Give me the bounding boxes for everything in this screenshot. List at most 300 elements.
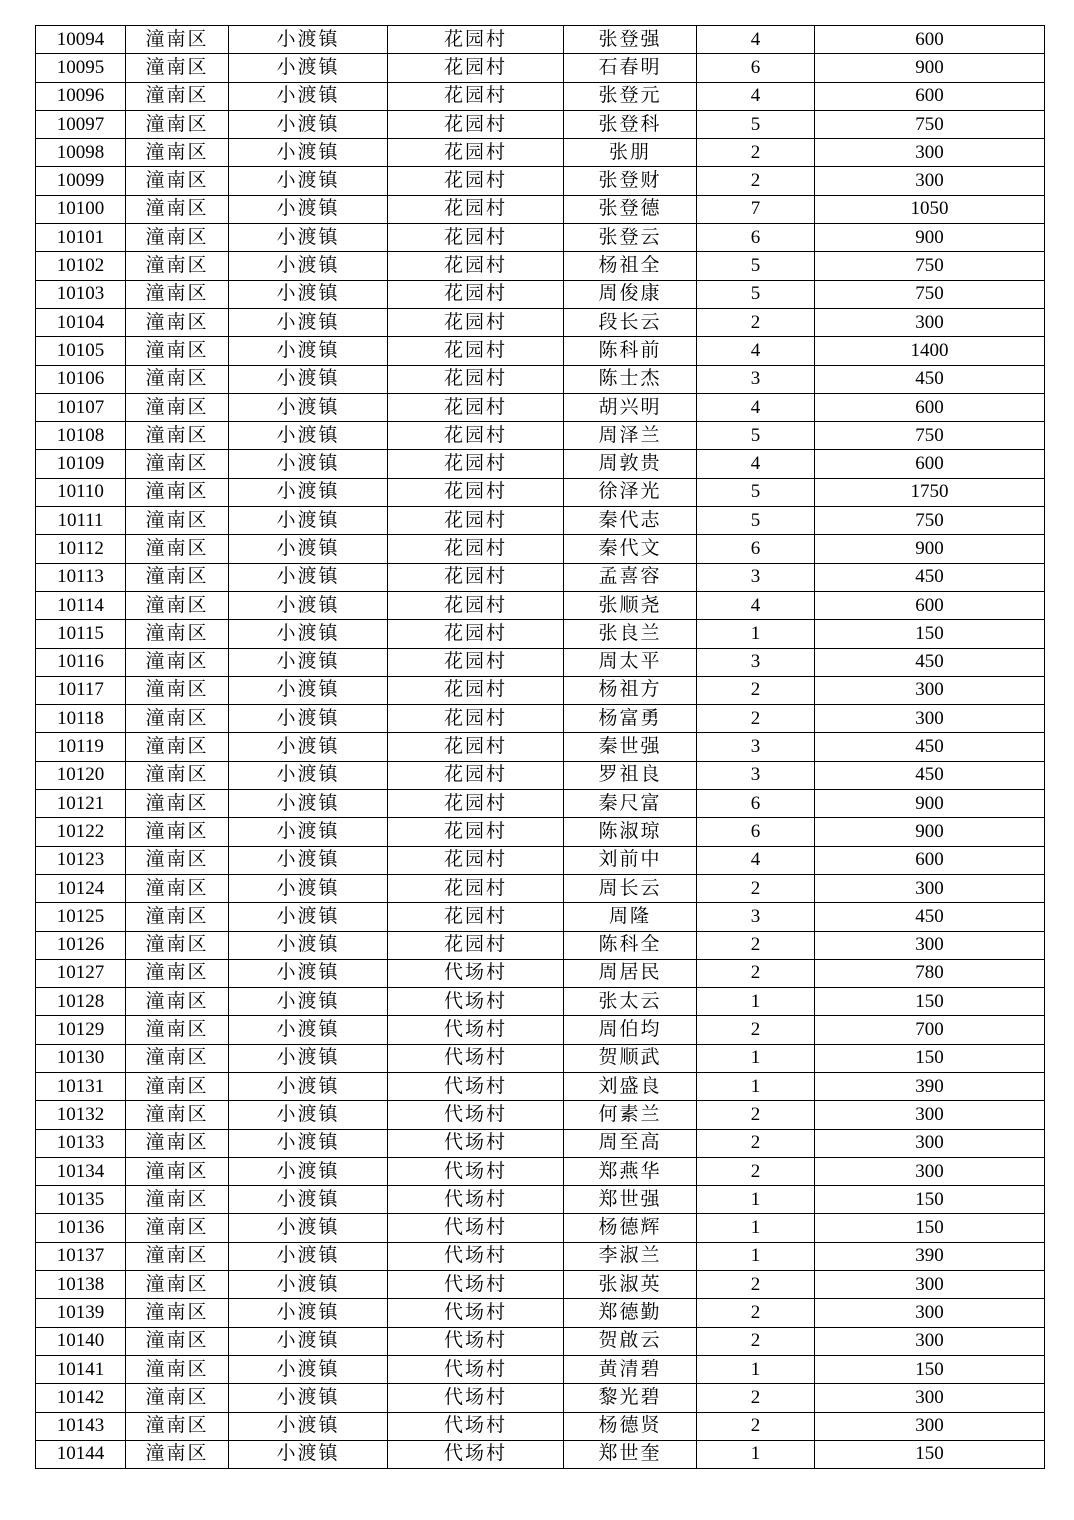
cell-district: 潼南区	[126, 337, 229, 365]
cell-village: 花园村	[388, 224, 564, 252]
cell-town: 小渡镇	[229, 1384, 388, 1412]
cell-id: 10102	[36, 252, 126, 280]
cell-district: 潼南区	[126, 591, 229, 619]
cell-village: 花园村	[388, 591, 564, 619]
cell-count: 2	[697, 705, 815, 733]
cell-town: 小渡镇	[229, 1157, 388, 1185]
cell-town: 小渡镇	[229, 26, 388, 54]
cell-amount: 900	[815, 535, 1045, 563]
table-row	[36, 1412, 1045, 1440]
table-row	[36, 1271, 1045, 1299]
cell-amount: 450	[815, 733, 1045, 761]
cell-count: 1	[697, 1355, 815, 1383]
cell-count: 1	[697, 620, 815, 648]
cell-amount: 1050	[815, 195, 1045, 223]
cell-id: 10133	[36, 1129, 126, 1157]
cell-village: 代场村	[388, 1299, 564, 1327]
cell-village: 花园村	[388, 790, 564, 818]
cell-amount: 300	[815, 1299, 1045, 1327]
cell-count: 6	[697, 224, 815, 252]
cell-amount: 150	[815, 1355, 1045, 1383]
cell-amount: 300	[815, 139, 1045, 167]
cell-village: 花园村	[388, 761, 564, 789]
cell-district: 潼南区	[126, 1412, 229, 1440]
cell-village: 代场村	[388, 1327, 564, 1355]
cell-village: 花园村	[388, 54, 564, 82]
cell-count: 4	[697, 450, 815, 478]
cell-id: 10129	[36, 1016, 126, 1044]
cell-name: 段长云	[564, 308, 697, 336]
cell-district: 潼南区	[126, 1072, 229, 1100]
cell-amount: 600	[815, 846, 1045, 874]
cell-village: 花园村	[388, 733, 564, 761]
cell-district: 潼南区	[126, 846, 229, 874]
cell-count: 3	[697, 761, 815, 789]
cell-name: 刘盛良	[564, 1072, 697, 1100]
cell-amount: 390	[815, 1242, 1045, 1270]
cell-id: 10140	[36, 1327, 126, 1355]
cell-town: 小渡镇	[229, 874, 388, 902]
cell-count: 2	[697, 959, 815, 987]
cell-district: 潼南区	[126, 903, 229, 931]
cell-id: 10130	[36, 1044, 126, 1072]
cell-name: 贺顺武	[564, 1044, 697, 1072]
cell-town: 小渡镇	[229, 1044, 388, 1072]
table-row	[36, 450, 1045, 478]
cell-amount: 600	[815, 591, 1045, 619]
cell-village: 花园村	[388, 139, 564, 167]
cell-amount: 300	[815, 1327, 1045, 1355]
cell-village: 花园村	[388, 82, 564, 110]
cell-town: 小渡镇	[229, 676, 388, 704]
cell-town: 小渡镇	[229, 761, 388, 789]
cell-name: 陈科前	[564, 337, 697, 365]
cell-name: 张登强	[564, 26, 697, 54]
cell-count: 5	[697, 422, 815, 450]
cell-id: 10107	[36, 393, 126, 421]
table-row	[36, 988, 1045, 1016]
cell-district: 潼南区	[126, 1214, 229, 1242]
cell-town: 小渡镇	[229, 1299, 388, 1327]
cell-district: 潼南区	[126, 931, 229, 959]
cell-district: 潼南区	[126, 959, 229, 987]
cell-district: 潼南区	[126, 393, 229, 421]
cell-name: 陈淑琼	[564, 818, 697, 846]
cell-name: 张登元	[564, 82, 697, 110]
cell-district: 潼南区	[126, 733, 229, 761]
table-row	[36, 393, 1045, 421]
cell-village: 代场村	[388, 1440, 564, 1468]
cell-district: 潼南区	[126, 478, 229, 506]
cell-village: 花园村	[388, 422, 564, 450]
cell-id: 10122	[36, 818, 126, 846]
cell-town: 小渡镇	[229, 195, 388, 223]
cell-district: 潼南区	[126, 1129, 229, 1157]
cell-count: 2	[697, 874, 815, 902]
cell-name: 罗祖良	[564, 761, 697, 789]
cell-amount: 750	[815, 422, 1045, 450]
cell-count: 4	[697, 393, 815, 421]
cell-count: 2	[697, 1412, 815, 1440]
cell-village: 花园村	[388, 620, 564, 648]
cell-name: 杨德贤	[564, 1412, 697, 1440]
cell-id: 10116	[36, 648, 126, 676]
cell-village: 代场村	[388, 1214, 564, 1242]
cell-district: 潼南区	[126, 54, 229, 82]
cell-id: 10094	[36, 26, 126, 54]
table-row	[36, 167, 1045, 195]
cell-count: 4	[697, 591, 815, 619]
cell-town: 小渡镇	[229, 1101, 388, 1129]
cell-village: 代场村	[388, 1072, 564, 1100]
table-row	[36, 563, 1045, 591]
cell-id: 10127	[36, 959, 126, 987]
cell-id: 10103	[36, 280, 126, 308]
cell-village: 代场村	[388, 1412, 564, 1440]
cell-town: 小渡镇	[229, 393, 388, 421]
cell-district: 潼南区	[126, 761, 229, 789]
table-row	[36, 818, 1045, 846]
table-row	[36, 1355, 1045, 1383]
cell-district: 潼南区	[126, 1016, 229, 1044]
cell-count: 3	[697, 903, 815, 931]
cell-name: 杨祖全	[564, 252, 697, 280]
cell-town: 小渡镇	[229, 1355, 388, 1383]
cell-count: 4	[697, 82, 815, 110]
cell-count: 2	[697, 931, 815, 959]
cell-count: 2	[697, 1129, 815, 1157]
cell-name: 黎光碧	[564, 1384, 697, 1412]
cell-village: 代场村	[388, 1186, 564, 1214]
cell-name: 张登德	[564, 195, 697, 223]
cell-district: 潼南区	[126, 252, 229, 280]
cell-district: 潼南区	[126, 535, 229, 563]
cell-count: 6	[697, 790, 815, 818]
cell-village: 代场村	[388, 959, 564, 987]
table-row	[36, 252, 1045, 280]
cell-count: 1	[697, 1242, 815, 1270]
cell-village: 代场村	[388, 1271, 564, 1299]
cell-village: 花园村	[388, 280, 564, 308]
cell-town: 小渡镇	[229, 337, 388, 365]
cell-amount: 700	[815, 1016, 1045, 1044]
cell-village: 花园村	[388, 195, 564, 223]
cell-district: 潼南区	[126, 110, 229, 138]
cell-name: 张登财	[564, 167, 697, 195]
cell-town: 小渡镇	[229, 988, 388, 1016]
cell-village: 花园村	[388, 26, 564, 54]
cell-id: 10141	[36, 1355, 126, 1383]
cell-name: 周至高	[564, 1129, 697, 1157]
cell-town: 小渡镇	[229, 365, 388, 393]
cell-village: 花园村	[388, 478, 564, 506]
cell-amount: 300	[815, 1412, 1045, 1440]
table-row	[36, 280, 1045, 308]
cell-village: 代场村	[388, 1129, 564, 1157]
cell-district: 潼南区	[126, 365, 229, 393]
cell-amount: 300	[815, 308, 1045, 336]
cell-town: 小渡镇	[229, 1129, 388, 1157]
cell-name: 郑德勤	[564, 1299, 697, 1327]
cell-district: 潼南区	[126, 1271, 229, 1299]
table-row	[36, 422, 1045, 450]
cell-town: 小渡镇	[229, 422, 388, 450]
cell-count: 1	[697, 1186, 815, 1214]
cell-id: 10136	[36, 1214, 126, 1242]
cell-village: 花园村	[388, 110, 564, 138]
cell-name: 秦尺富	[564, 790, 697, 818]
cell-district: 潼南区	[126, 1327, 229, 1355]
cell-village: 代场村	[388, 1242, 564, 1270]
cell-amount: 900	[815, 224, 1045, 252]
cell-name: 秦代文	[564, 535, 697, 563]
cell-count: 1	[697, 1072, 815, 1100]
cell-district: 潼南区	[126, 26, 229, 54]
cell-id: 10131	[36, 1072, 126, 1100]
cell-count: 1	[697, 1044, 815, 1072]
cell-district: 潼南区	[126, 1299, 229, 1327]
cell-amount: 300	[815, 1101, 1045, 1129]
cell-amount: 150	[815, 1440, 1045, 1468]
cell-district: 潼南区	[126, 648, 229, 676]
cell-id: 10108	[36, 422, 126, 450]
cell-district: 潼南区	[126, 1101, 229, 1129]
cell-name: 郑燕华	[564, 1157, 697, 1185]
cell-village: 花园村	[388, 393, 564, 421]
cell-count: 5	[697, 110, 815, 138]
cell-amount: 150	[815, 1214, 1045, 1242]
cell-count: 3	[697, 563, 815, 591]
cell-district: 潼南区	[126, 1186, 229, 1214]
cell-id: 10128	[36, 988, 126, 1016]
cell-village: 代场村	[388, 1044, 564, 1072]
table-row	[36, 139, 1045, 167]
cell-town: 小渡镇	[229, 535, 388, 563]
cell-count: 2	[697, 1016, 815, 1044]
cell-village: 代场村	[388, 988, 564, 1016]
cell-village: 花园村	[388, 563, 564, 591]
cell-amount: 750	[815, 507, 1045, 535]
cell-id: 10095	[36, 54, 126, 82]
cell-amount: 300	[815, 1271, 1045, 1299]
cell-town: 小渡镇	[229, 620, 388, 648]
cell-id: 10123	[36, 846, 126, 874]
cell-count: 4	[697, 26, 815, 54]
table-row	[36, 1101, 1045, 1129]
cell-district: 潼南区	[126, 308, 229, 336]
cell-amount: 750	[815, 280, 1045, 308]
cell-district: 潼南区	[126, 818, 229, 846]
cell-name: 周长云	[564, 874, 697, 902]
cell-count: 5	[697, 507, 815, 535]
cell-name: 张顺尧	[564, 591, 697, 619]
cell-town: 小渡镇	[229, 591, 388, 619]
cell-village: 花园村	[388, 874, 564, 902]
cell-id: 10139	[36, 1299, 126, 1327]
cell-id: 10101	[36, 224, 126, 252]
cell-district: 潼南区	[126, 563, 229, 591]
cell-town: 小渡镇	[229, 1242, 388, 1270]
table-row	[36, 1044, 1045, 1072]
cell-name: 张太云	[564, 988, 697, 1016]
cell-town: 小渡镇	[229, 507, 388, 535]
cell-name: 徐泽光	[564, 478, 697, 506]
cell-town: 小渡镇	[229, 1186, 388, 1214]
cell-count: 1	[697, 988, 815, 1016]
cell-amount: 300	[815, 874, 1045, 902]
cell-town: 小渡镇	[229, 1440, 388, 1468]
cell-count: 2	[697, 1101, 815, 1129]
table-row	[36, 705, 1045, 733]
cell-id: 10105	[36, 337, 126, 365]
cell-count: 7	[697, 195, 815, 223]
cell-id: 10138	[36, 1271, 126, 1299]
table-row	[36, 620, 1045, 648]
cell-id: 10099	[36, 167, 126, 195]
cell-id: 10104	[36, 308, 126, 336]
cell-name: 周伯均	[564, 1016, 697, 1044]
cell-district: 潼南区	[126, 450, 229, 478]
table-row	[36, 1242, 1045, 1270]
cell-district: 潼南区	[126, 1157, 229, 1185]
table-row	[36, 308, 1045, 336]
cell-amount: 300	[815, 676, 1045, 704]
table-row	[36, 648, 1045, 676]
cell-district: 潼南区	[126, 224, 229, 252]
cell-amount: 300	[815, 1157, 1045, 1185]
cell-id: 10137	[36, 1242, 126, 1270]
cell-amount: 600	[815, 450, 1045, 478]
cell-amount: 750	[815, 252, 1045, 280]
cell-amount: 450	[815, 563, 1045, 591]
cell-town: 小渡镇	[229, 308, 388, 336]
cell-id: 10124	[36, 874, 126, 902]
cell-amount: 150	[815, 1044, 1045, 1072]
cell-id: 10143	[36, 1412, 126, 1440]
table-row	[36, 903, 1045, 931]
table-row	[36, 365, 1045, 393]
cell-village: 花园村	[388, 337, 564, 365]
cell-id: 10118	[36, 705, 126, 733]
cell-name: 陈士杰	[564, 365, 697, 393]
cell-id: 10096	[36, 82, 126, 110]
cell-district: 潼南区	[126, 195, 229, 223]
cell-id: 10115	[36, 620, 126, 648]
cell-name: 郑世奎	[564, 1440, 697, 1468]
cell-id: 10134	[36, 1157, 126, 1185]
cell-count: 3	[697, 733, 815, 761]
table-row	[36, 110, 1045, 138]
cell-id: 10100	[36, 195, 126, 223]
cell-amount: 900	[815, 54, 1045, 82]
cell-amount: 1750	[815, 478, 1045, 506]
cell-village: 花园村	[388, 818, 564, 846]
cell-village: 代场村	[388, 1101, 564, 1129]
cell-town: 小渡镇	[229, 648, 388, 676]
cell-amount: 150	[815, 1186, 1045, 1214]
cell-village: 花园村	[388, 450, 564, 478]
cell-district: 潼南区	[126, 1384, 229, 1412]
cell-district: 潼南区	[126, 676, 229, 704]
cell-name: 秦代志	[564, 507, 697, 535]
cell-town: 小渡镇	[229, 54, 388, 82]
cell-town: 小渡镇	[229, 563, 388, 591]
cell-id: 10111	[36, 507, 126, 535]
cell-village: 花园村	[388, 903, 564, 931]
cell-count: 2	[697, 167, 815, 195]
cell-amount: 390	[815, 1072, 1045, 1100]
cell-amount: 300	[815, 1129, 1045, 1157]
cell-name: 黄清碧	[564, 1355, 697, 1383]
cell-village: 花园村	[388, 252, 564, 280]
cell-amount: 450	[815, 903, 1045, 931]
cell-town: 小渡镇	[229, 1214, 388, 1242]
cell-district: 潼南区	[126, 620, 229, 648]
cell-town: 小渡镇	[229, 1327, 388, 1355]
cell-name: 郑世强	[564, 1186, 697, 1214]
cell-id: 10135	[36, 1186, 126, 1214]
cell-amount: 150	[815, 620, 1045, 648]
cell-count: 4	[697, 846, 815, 874]
cell-id: 10106	[36, 365, 126, 393]
cell-count: 2	[697, 139, 815, 167]
cell-count: 4	[697, 337, 815, 365]
cell-amount: 300	[815, 167, 1045, 195]
table-body	[36, 26, 1045, 1469]
cell-village: 花园村	[388, 648, 564, 676]
table-row	[36, 1299, 1045, 1327]
cell-id: 10110	[36, 478, 126, 506]
cell-town: 小渡镇	[229, 478, 388, 506]
cell-id: 10114	[36, 591, 126, 619]
cell-town: 小渡镇	[229, 280, 388, 308]
cell-count: 2	[697, 1384, 815, 1412]
cell-district: 潼南区	[126, 1440, 229, 1468]
cell-amount: 300	[815, 931, 1045, 959]
cell-name: 杨德辉	[564, 1214, 697, 1242]
cell-count: 2	[697, 676, 815, 704]
cell-amount: 600	[815, 393, 1045, 421]
cell-village: 花园村	[388, 507, 564, 535]
cell-amount: 300	[815, 705, 1045, 733]
table-row	[36, 1440, 1045, 1468]
cell-amount: 1400	[815, 337, 1045, 365]
cell-name: 周敦贵	[564, 450, 697, 478]
table-row	[36, 54, 1045, 82]
table-row	[36, 1129, 1045, 1157]
cell-district: 潼南区	[126, 1044, 229, 1072]
cell-name: 周隆	[564, 903, 697, 931]
cell-name: 周俊康	[564, 280, 697, 308]
cell-count: 6	[697, 535, 815, 563]
cell-town: 小渡镇	[229, 450, 388, 478]
cell-amount: 600	[815, 26, 1045, 54]
cell-town: 小渡镇	[229, 1412, 388, 1440]
cell-district: 潼南区	[126, 988, 229, 1016]
cell-amount: 450	[815, 365, 1045, 393]
cell-town: 小渡镇	[229, 959, 388, 987]
table-row	[36, 1157, 1045, 1185]
cell-town: 小渡镇	[229, 846, 388, 874]
cell-count: 1	[697, 1440, 815, 1468]
table-row	[36, 591, 1045, 619]
records-table	[35, 25, 1045, 1469]
table-row	[36, 1186, 1045, 1214]
table-row	[36, 959, 1045, 987]
cell-id: 10098	[36, 139, 126, 167]
cell-count: 6	[697, 54, 815, 82]
cell-count: 2	[697, 1327, 815, 1355]
